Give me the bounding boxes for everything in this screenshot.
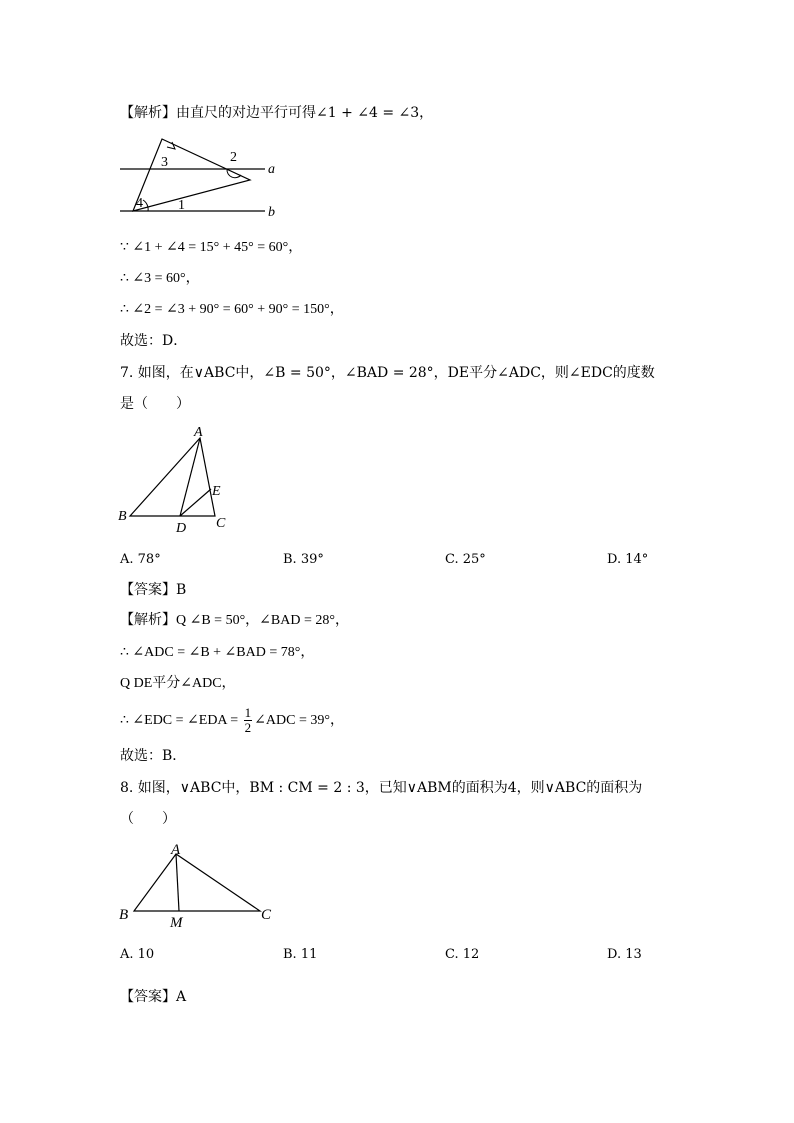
q6-step-1: ∵ ∠1 + ∠4 = 15° + 45° = 60°， (120, 240, 303, 255)
vertex-c-label: C (261, 907, 272, 923)
q7-solution-4-left: ∴ ∠EDC = ∠EDA = (120, 713, 242, 728)
q7-answer: 【答案】B (120, 582, 187, 598)
vertex-b-label: B (119, 907, 129, 923)
q7-solution-1: 【解析】Q ∠B = 50°，∠BAD = 28°， (120, 613, 349, 628)
vertex-b-label: B (118, 509, 127, 524)
line-a-label: a (268, 162, 275, 177)
fraction-numerator: 1 (244, 705, 252, 721)
q6-ruler-triangle-figure (115, 135, 290, 225)
line-b-label: b (268, 205, 275, 220)
q8-option-d: D. 13 (607, 947, 642, 962)
vertex-c-label: C (216, 516, 226, 531)
angle-3-label: 3 (161, 155, 168, 170)
angle-2-label: 2 (230, 150, 237, 165)
fraction-denominator: 2 (244, 720, 252, 736)
q7-triangle-figure (115, 422, 235, 537)
q8-option-a: A. 10 (120, 947, 155, 962)
half-fraction (244, 706, 253, 735)
vertex-a-label: A (194, 425, 203, 440)
q6-conclusion: 故选：D． (120, 333, 188, 349)
q8-stem-line-1: 8. 如图，∨ABC中，BM : CM = 2 : 3，已知∨ABM的面积为4，则∨ABC的面积为 (120, 780, 643, 796)
point-d-label: D (176, 521, 187, 536)
angle-1-label: 1 (178, 198, 185, 213)
q6-step-3: ∴ ∠2 = ∠3 + 90° = 60° + 90° = 150°， (120, 302, 344, 317)
q7-solution-4-right: ∠ADC = 39°， (254, 713, 344, 728)
q7-conclusion: 故选：B． (120, 748, 187, 764)
angle-4-label: 4 (136, 196, 143, 211)
q7-stem-line-2: 是（ ） (120, 396, 190, 412)
q6-step-2: ∴ ∠3 = 60°， (120, 271, 200, 286)
q7-solution-4 (120, 706, 344, 736)
vertex-a-label: A (171, 842, 181, 858)
q7-option-b: B. 39° (283, 552, 324, 567)
point-m-label: M (170, 915, 183, 931)
q7-option-a: A. 78° (120, 552, 161, 567)
q8-triangle-figure (115, 838, 280, 933)
q7-stem-line-1: 7. 如图，在∨ABC中，∠B = 50°，∠BAD = 28°，DE平分∠ADC，则∠EDC的度数 (120, 365, 655, 381)
point-e-label: E (212, 484, 221, 499)
q7-solution-2: ∴ ∠ADC = ∠B + ∠BAD = 78°， (120, 645, 315, 660)
q7-option-d: D. 14° (607, 552, 649, 567)
q8-stem-line-2: （ ） (120, 811, 176, 827)
q8-option-b: B. 11 (283, 947, 318, 962)
q8-option-c: C. 12 (445, 947, 480, 962)
q7-solution-3: Q DE平分∠ADC， (120, 676, 236, 691)
q8-answer: 【答案】A (120, 989, 187, 1005)
q7-option-c: C. 25° (445, 552, 486, 567)
q6-solution-intro: 【解析】由直尺的对边平行可得∠1 + ∠4 = ∠3， (120, 105, 434, 121)
